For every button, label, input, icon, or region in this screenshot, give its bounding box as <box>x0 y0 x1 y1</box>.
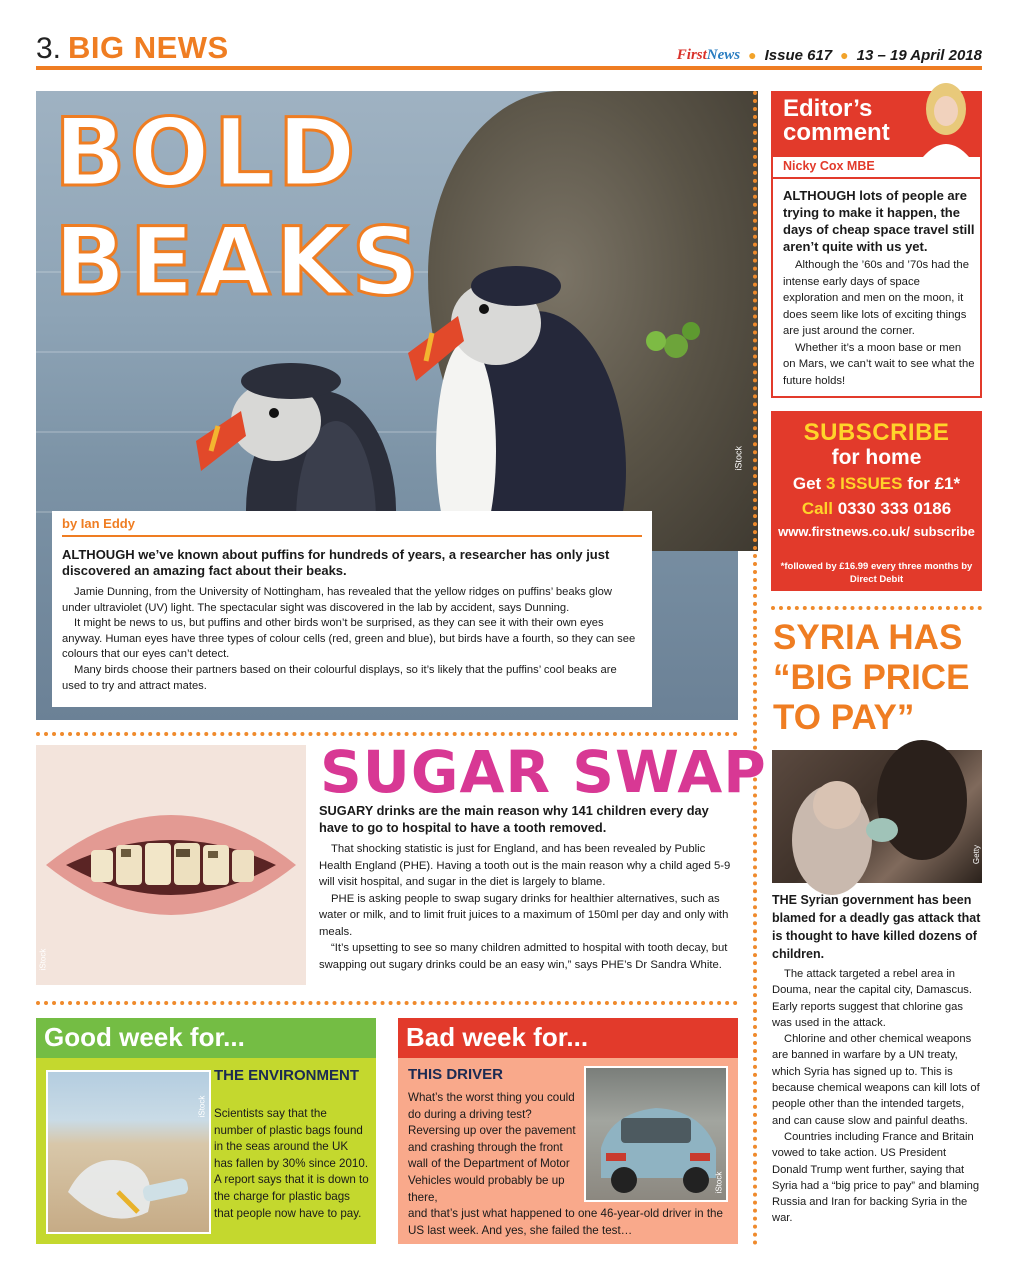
bad-week-heading: Bad week for... <box>398 1018 738 1058</box>
section-title: BIG NEWS <box>68 30 229 65</box>
subscribe-note: *followed by £16.99 every three months by Direct Debit <box>780 561 973 585</box>
bullet-icon: ● <box>840 47 849 63</box>
syria-photo <box>772 750 982 883</box>
divider <box>36 732 738 736</box>
column-divider <box>753 91 757 1246</box>
issue-date: 13 – 19 April 2018 <box>856 46 982 64</box>
story-paragraph: “It’s upsetting to see so many children admitted to hospital with tooth decay, but swapping out sugary drinks could be an easy win,” says PHE’s Dr Sandra White. <box>319 942 728 971</box>
photo-credit: iStock <box>38 948 48 971</box>
subscribe-offer: Get 3 ISSUES for £1* <box>792 474 961 493</box>
story-paragraph: The attack targeted a rebel area in Douma, near the capital city, Damascus. Early reports suggest that chlorine gas was used in the attack. <box>772 968 973 1029</box>
byline: by Ian Eddy <box>62 516 642 537</box>
good-week-title: THE ENVIRONMENT <box>214 1067 360 1084</box>
teeth-illustration <box>36 745 306 985</box>
story-lead: SUGARY drinks are the main reason why 141 children every day have to go to hospital to have a tooth removed. <box>319 803 709 835</box>
page-number: 3. <box>36 32 62 65</box>
subscribe-url[interactable]: www.firstnews.co.uk/ subscribe <box>778 524 975 539</box>
plastic-bag-illustration <box>48 1072 213 1236</box>
divider <box>36 1001 738 1005</box>
plastic-bag-photo <box>46 1070 211 1234</box>
story-paragraph: PHE is asking people to swap sugary drinks for healthier alternatives, such as water or milk, and to limit fruit juices to a maximum of 150ml per day and only with meals. <box>319 892 729 938</box>
subscribe-title: SUBSCRIBE <box>803 419 950 446</box>
story-paragraph: Countries including France and Britain vowed to take action. US President Donald Trump went further, saying that Syria had a “big price to pay” and blaming Russia and Iran for backing Syria in the war. <box>772 1130 980 1225</box>
editor-comment <box>771 91 982 398</box>
crashed-car-photo <box>584 1066 728 1202</box>
sugar-story <box>319 802 737 973</box>
subscribe-subtitle: for home <box>831 446 922 469</box>
bold-beaks-headline: BOLD BEAKS <box>54 99 424 317</box>
sugar-swap-headline: SUGAR SWAP <box>320 738 767 806</box>
header-rule <box>36 66 982 70</box>
editor-header <box>773 93 980 157</box>
story-paragraph: Many birds choose their partners based on their colourful displays, so it’s likely that the puffins’ cool beaks are used to try and attract mates. <box>62 663 617 692</box>
bad-week-text: What’s the worst thing you could do during a driving test? Reversing up over the pavement and crashing through the front wall of the Department of Motor Vehicles would probably be up there, <box>408 1091 576 1204</box>
story-paragraph: Chlorine and other chemical weapons are banned in warfare by a UN treaty, which Syria has signed up to. This is because chemical weapons can kill lots of people other than the intended targets, and can cause slow and painful deaths. <box>772 1033 980 1127</box>
photo-credit: iStock <box>714 1171 724 1194</box>
bullet-icon: ● <box>748 47 757 63</box>
brand-logo: FirstNews <box>676 47 741 63</box>
syria-photo-illustration <box>772 750 982 883</box>
editor-name: Nicky Cox MBE <box>773 157 980 179</box>
story-paragraph: It might be news to us, but puffins and other birds won’t be surprised, as they can see it with their own eyes anyway. Human eyes have three types of colour cells (red, green and blue), but birds have a fourth, so they can see colours that our eyes can’t detect. <box>62 617 636 661</box>
issue-number: Issue 617 <box>764 46 833 64</box>
bad-week-panel <box>398 1018 738 1244</box>
story-lead: THE Syrian government has been blamed for a deadly gas attack that is thought to have killed dozens of children. <box>772 893 981 961</box>
photo-credit: iStock <box>197 1095 207 1118</box>
story-lead: ALTHOUGH we’ve known about puffins for hundreds of years, a researcher has only just discovered an amazing fact about their beaks. <box>62 547 610 578</box>
good-week-text: Scientists say that the number of plastic bags found in the seas around the UK has fallen by 30% since 2010. A report says that it is down to the charge for plastic bags that people now have to pay. <box>214 1107 369 1220</box>
syria-story <box>772 891 984 1227</box>
subscribe-phone[interactable]: Call 0330 333 0186 <box>801 499 952 518</box>
bad-week-title: THIS DRIVER <box>408 1066 504 1083</box>
divider <box>771 606 982 610</box>
editor-paragraph: Although the ’60s and ’70s had the intense early days of space exploration and men on the moon, it does seem like lots of exciting things are just around the corner. <box>783 259 969 337</box>
bad-week-text-continued: and that’s just what happened to one 46-year-old driver in the US last week. And yes, she failed the test… <box>408 1207 723 1237</box>
teeth-photo <box>36 745 306 985</box>
photo-credit: iStock <box>734 446 744 471</box>
good-week-panel <box>36 1018 376 1244</box>
story-paragraph: That shocking statistic is just for England, and has been revealed by Public Health England (PHE). Having a tooth out is the main reason why a child aged 5-9 will visit hospital, and sugar in the diet is largely to blame. <box>319 843 731 888</box>
car-illustration <box>586 1068 730 1204</box>
photo-credit: Getty <box>971 844 981 865</box>
editor-lead: ALTHOUGH lots of people are trying to make it happen, the days of cheap space travel still aren’t quite with us yet. <box>783 188 975 254</box>
syria-headline: SYRIA HAS “BIG PRICE TO PAY” <box>773 618 970 737</box>
puffin-story <box>52 511 652 707</box>
good-week-heading: Good week for... <box>36 1018 376 1058</box>
editor-body <box>783 187 975 389</box>
editor-paragraph: Whether it’s a moon base or men on Mars, we can’t wait to see what the future holds! <box>783 341 975 387</box>
masthead <box>677 46 982 64</box>
subscribe-ad[interactable] <box>771 411 982 591</box>
story-paragraph: Jamie Dunning, from the University of Nottingham, has revealed that the yellow ridges on puffins’ beaks glow under ultraviolet (UV) light. The spectacular sight was discovered in the lab by accident, says Dunning. <box>62 586 612 614</box>
editor-title: Editor’s comment <box>783 95 890 146</box>
editor-portrait <box>915 79 977 157</box>
